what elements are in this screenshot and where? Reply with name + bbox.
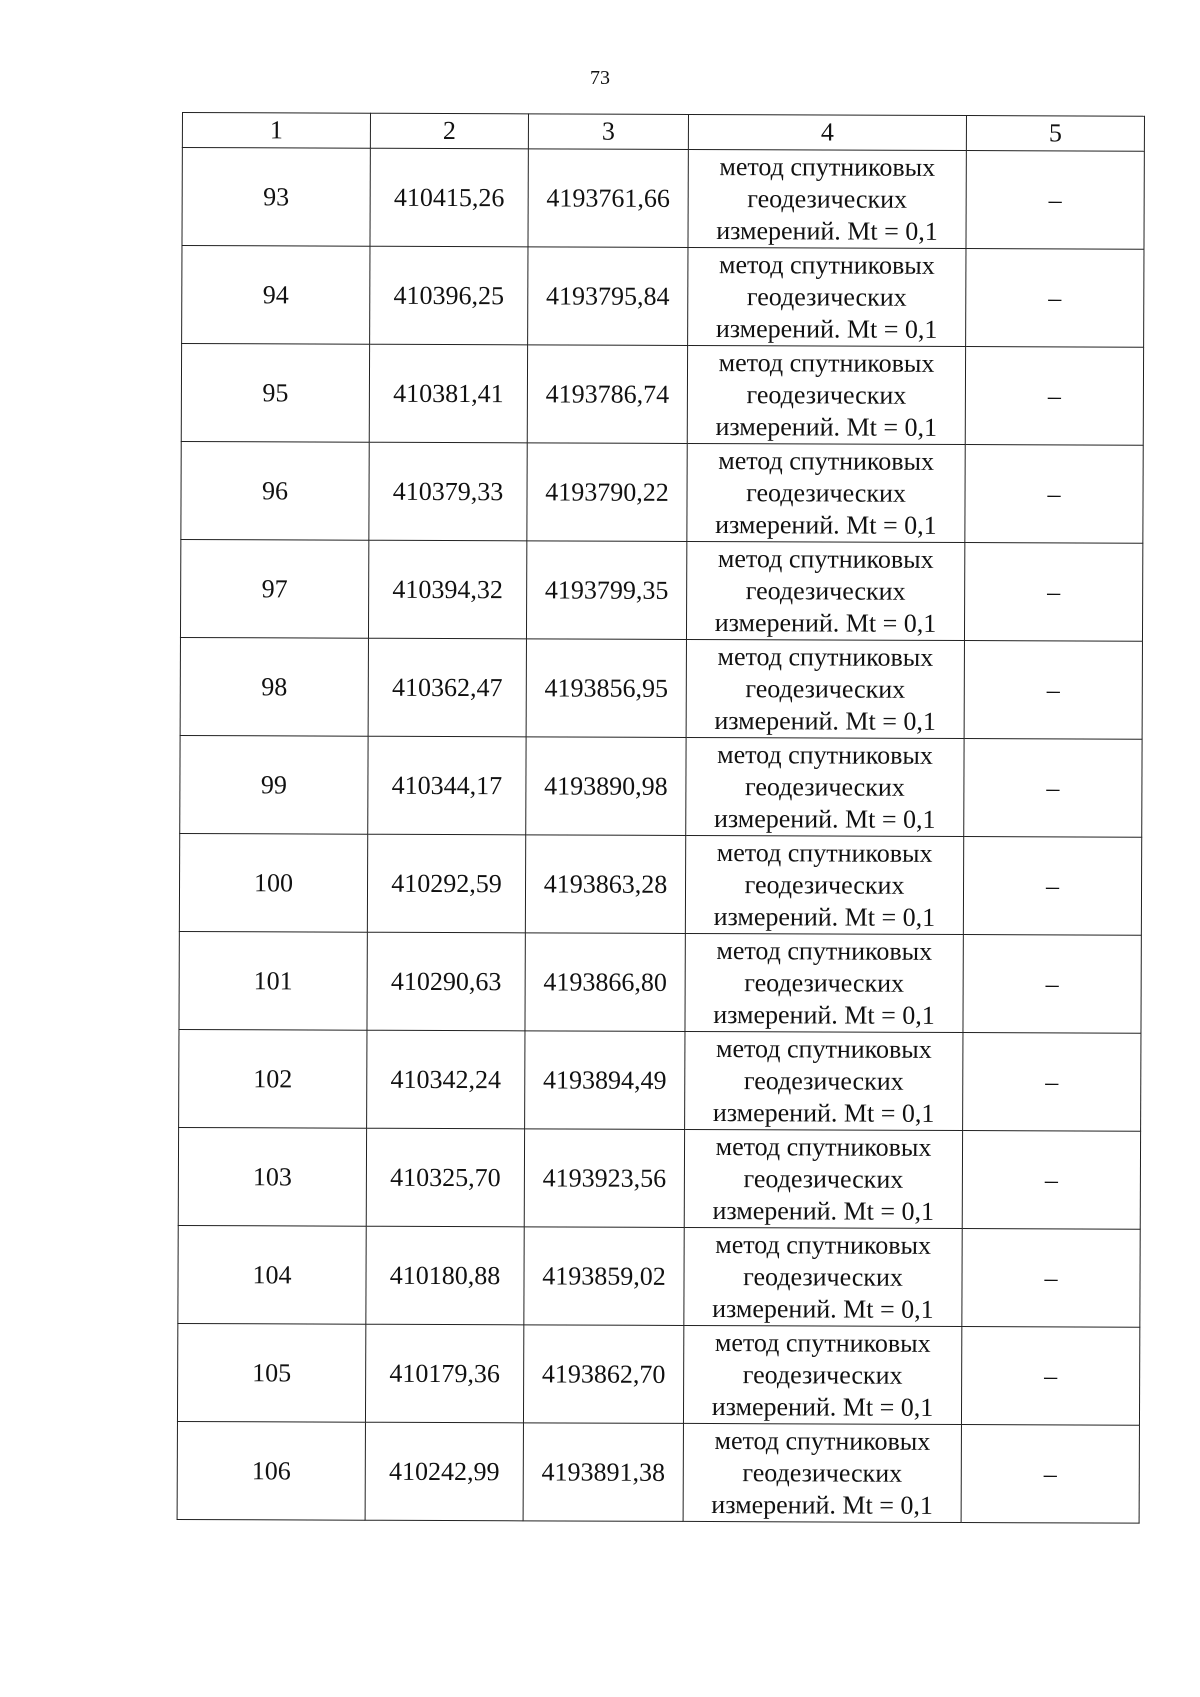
point-number-cell: 106 — [177, 1421, 365, 1520]
table-row — [180, 539, 1142, 641]
method-cell: метод спутниковых геодезических измерений. Mt = 0,1 — [684, 1227, 962, 1326]
x-coordinate-cell: 410362,47 — [368, 638, 526, 737]
method-cell: метод спутниковых геодезических измерений. Mt = 0,1 — [685, 835, 963, 934]
table-row — [180, 735, 1142, 837]
y-coordinate-cell: 4193790,22 — [527, 443, 687, 542]
point-number-cell: 104 — [178, 1225, 366, 1324]
y-coordinate-cell: 4193795,84 — [528, 247, 688, 346]
method-cell: метод спутниковых геодезических измерений. Mt = 0,1 — [688, 149, 966, 248]
point-number-cell: 105 — [177, 1323, 365, 1422]
note-cell: – — [961, 1327, 1139, 1426]
page-number: 73 — [590, 67, 610, 89]
note-cell: – — [963, 1033, 1141, 1132]
y-coordinate-cell: 4193923,56 — [524, 1129, 684, 1228]
note-cell: – — [961, 1425, 1139, 1524]
note-cell: – — [966, 151, 1144, 250]
note-cell: – — [965, 445, 1143, 544]
table-row — [181, 344, 1143, 446]
note-cell: – — [964, 641, 1142, 740]
point-number-cell: 100 — [179, 833, 367, 932]
x-coordinate-cell: 410344,17 — [368, 736, 526, 835]
point-number-cell: 97 — [180, 539, 368, 638]
y-coordinate-cell: 4193863,28 — [525, 835, 685, 934]
table-row — [177, 1323, 1139, 1425]
method-cell: метод спутниковых геодезических измерений. Mt = 0,1 — [687, 443, 965, 542]
note-cell: – — [963, 935, 1141, 1034]
note-cell: – — [962, 1131, 1140, 1230]
table-row — [179, 1029, 1141, 1131]
method-cell: метод спутниковых геодезических измерений. Mt = 0,1 — [686, 639, 964, 738]
y-coordinate-cell: 4193890,98 — [526, 737, 686, 836]
table-header — [182, 113, 1144, 152]
note-cell: – — [966, 249, 1144, 348]
point-number-cell: 94 — [182, 246, 370, 345]
x-coordinate-cell: 410242,99 — [365, 1422, 523, 1521]
method-cell: метод спутниковых геодезических измерений. Mt = 0,1 — [684, 1129, 962, 1228]
method-cell: метод спутниковых геодезических измерений. Mt = 0,1 — [686, 737, 964, 836]
table-row — [178, 1225, 1140, 1327]
table-row — [181, 441, 1143, 543]
point-number-cell: 95 — [181, 344, 369, 443]
method-cell: метод спутниковых геодезических измерений. Mt = 0,1 — [687, 345, 965, 444]
y-coordinate-cell: 4193894,49 — [525, 1031, 685, 1130]
column-header-2: 2 — [370, 113, 528, 149]
x-coordinate-cell: 410415,26 — [370, 148, 528, 247]
y-coordinate-cell: 4193891,38 — [523, 1423, 683, 1522]
table-row — [182, 246, 1144, 348]
table-row — [179, 833, 1141, 935]
note-cell: – — [964, 543, 1142, 642]
note-cell: – — [965, 347, 1143, 446]
point-number-cell: 96 — [181, 441, 369, 540]
column-header-3: 3 — [528, 114, 688, 150]
method-cell: метод спутниковых геодезических измерений. Mt = 0,1 — [685, 1031, 963, 1130]
point-number-cell: 99 — [180, 735, 368, 834]
x-coordinate-cell: 410180,88 — [366, 1226, 524, 1325]
table-row — [180, 637, 1142, 739]
table-row — [178, 1127, 1140, 1229]
point-number-cell: 103 — [178, 1127, 366, 1226]
point-number-cell: 101 — [179, 931, 367, 1030]
point-number-cell: 93 — [182, 148, 370, 247]
header-row — [182, 113, 1144, 152]
column-header-5: 5 — [966, 116, 1144, 152]
x-coordinate-cell: 410292,59 — [367, 834, 525, 933]
x-coordinate-cell: 410379,33 — [369, 442, 527, 541]
method-cell: метод спутниковых геодезических измерений. Mt = 0,1 — [685, 933, 963, 1032]
x-coordinate-cell: 410179,36 — [365, 1324, 523, 1423]
x-coordinate-cell: 410325,70 — [366, 1128, 524, 1227]
note-cell: – — [962, 1229, 1140, 1328]
method-cell: метод спутниковых геодезических измерений. Mt = 0,1 — [683, 1423, 961, 1522]
table-body — [177, 148, 1144, 1524]
y-coordinate-cell: 4193799,35 — [526, 541, 686, 640]
x-coordinate-cell: 410290,63 — [367, 932, 525, 1031]
column-header-4: 4 — [688, 114, 966, 150]
y-coordinate-cell: 4193856,95 — [526, 639, 686, 738]
method-cell: метод спутниковых геодезических измерений. Mt = 0,1 — [688, 247, 966, 346]
y-coordinate-cell: 4193786,74 — [527, 345, 687, 444]
note-cell: – — [963, 837, 1141, 936]
y-coordinate-cell: 4193862,70 — [523, 1325, 683, 1424]
column-header-1: 1 — [182, 113, 370, 149]
y-coordinate-cell: 4193859,02 — [524, 1227, 684, 1326]
x-coordinate-cell: 410342,24 — [367, 1030, 525, 1129]
method-cell: метод спутниковых геодезических измерений. Mt = 0,1 — [686, 541, 964, 640]
x-coordinate-cell: 410381,41 — [369, 344, 527, 443]
table-row — [179, 931, 1141, 1033]
x-coordinate-cell: 410396,25 — [370, 246, 528, 345]
table-row — [182, 148, 1144, 250]
y-coordinate-cell: 4193761,66 — [528, 149, 688, 248]
y-coordinate-cell: 4193866,80 — [525, 933, 685, 1032]
note-cell: – — [964, 739, 1142, 838]
point-number-cell: 98 — [180, 637, 368, 736]
point-number-cell: 102 — [179, 1029, 367, 1128]
table-row — [177, 1421, 1139, 1523]
x-coordinate-cell: 410394,32 — [368, 540, 526, 639]
method-cell: метод спутниковых геодезических измерений. Mt = 0,1 — [683, 1325, 961, 1424]
coordinates-table — [177, 112, 1145, 1524]
